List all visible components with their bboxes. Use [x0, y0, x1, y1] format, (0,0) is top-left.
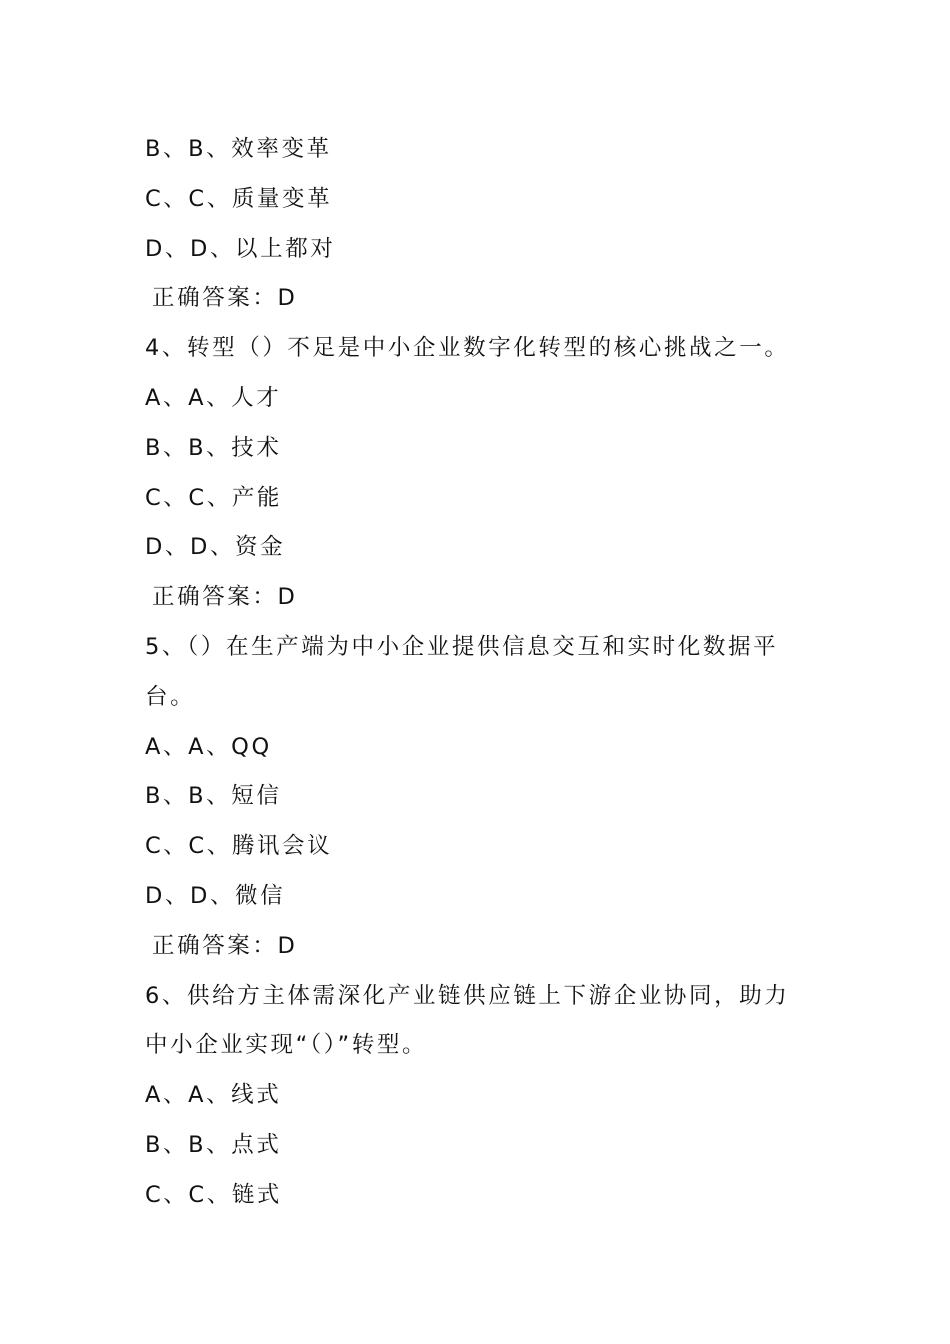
option-line: C、C、质量变革	[145, 185, 333, 212]
option-line: B、B、短信	[145, 783, 282, 810]
answer-line: 正确答案：D	[152, 932, 298, 959]
question-line: 6、供给方主体需深化产业链供应链上下游企业协同，助力	[145, 982, 790, 1009]
option-line: D、D、微信	[145, 882, 286, 909]
question-line: 台。	[145, 683, 196, 710]
option-line: A、A、线式	[145, 1082, 282, 1109]
option-line: B、B、效率变革	[145, 136, 332, 162]
option-line: D、D、资金	[145, 534, 286, 561]
question-line: 中小企业实现“（）”转型。	[145, 1032, 428, 1059]
option-line: C、C、腾讯会议	[145, 833, 333, 860]
option-line: B、B、点式	[145, 1131, 282, 1158]
answer-line: 正确答案：D	[152, 584, 298, 611]
option-line: C、C、链式	[145, 1181, 283, 1208]
question-line: 5、（）在生产端为中小企业提供信息交互和实时化数据平	[145, 633, 779, 660]
option-line: D、D、以上都对	[145, 235, 336, 262]
option-line: B、B、技术	[145, 434, 282, 461]
option-line: C、C、产能	[145, 484, 283, 511]
option-line: A、A、QQ	[145, 733, 272, 760]
option-line: A、A、人才	[145, 384, 282, 411]
question-line: 4、转型（）不足是中小企业数字化转型的核心挑战之一。	[145, 335, 790, 362]
answer-line: 正确答案：D	[152, 285, 298, 312]
document-content	[145, 125, 815, 1221]
